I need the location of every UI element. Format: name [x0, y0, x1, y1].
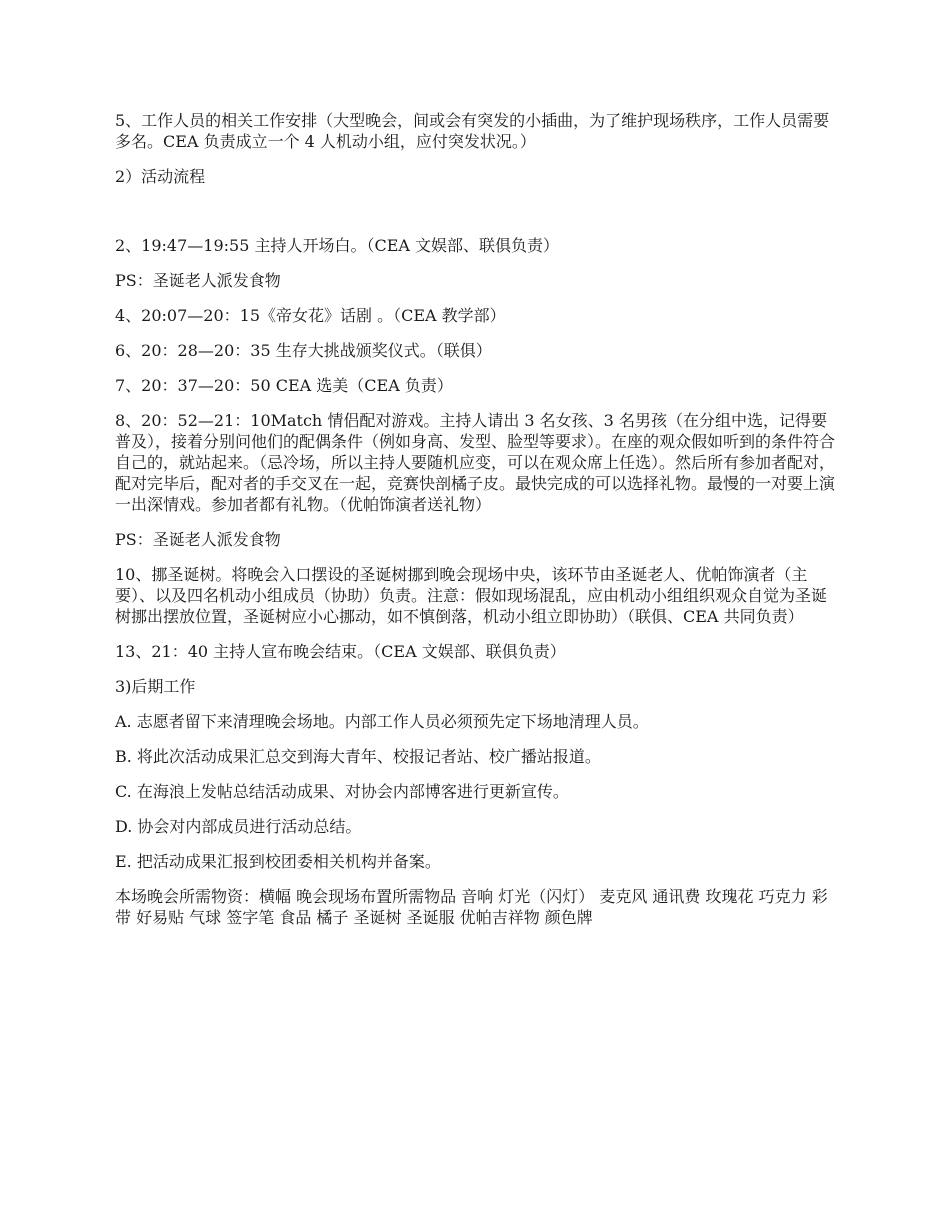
paragraph-followup-b: B. 将此次活动成果汇总交到海大青年、校报记者站、校广播站报道。: [115, 747, 601, 766]
paragraph-item-4: 4、20:07—20：15《帝女花》话剧 。（CEA 教学部）: [115, 306, 506, 325]
paragraph-item-8: 8、20：52—21：10Match 情侣配对游戏。主持人请出 3 名女孩、3 名男孩（在分组中选，记得要普及），接着分别问他们的配偶条件（例如身高、发型、脸型等要求）。在座的观众假如听到的条件符合自己的，就站起来。（忌冷场，所以主持人要随机应变，可以在观众席上任选）。然后所有参加者配对， 配对完毕后，配对者的手交叉在一起，竞赛快剖橘子皮。最快完成的可以选择礼物。最慢的一对要上演一出深情戏。参加者都有礼物。（优帕饰演者送礼物）: [115, 411, 836, 514]
paragraph-item-10: 10、挪圣诞树。将晚会入口摆设的圣诞树挪到晚会现场中央，该环节由圣诞老人、优帕饰演者（主要）、以及四名机动小组成员（协助）负责。注意：假如现场混乱，应由机动小组组织观众自觉为圣诞树挪出摆放位置，圣诞树应小心挪动，如不慎倒落，机动小组立即协助）（联俱、CEA 共同负责）: [115, 565, 828, 626]
paragraph-item-7: 7、20：37—20：50 CEA 选美（CEA 负责）: [115, 376, 453, 395]
section-heading-activity-flow: 2）活动流程: [115, 167, 206, 186]
paragraph-followup-e: E. 把活动成果汇报到校团委相关机构并备案。: [115, 852, 441, 871]
paragraph-item-6: 6、20：28—20：35 生存大挑战颁奖仪式。（联俱）: [115, 341, 492, 360]
paragraph-item-2: 2、19:47—19:55 主持人开场白。（CEA 文娱部、联俱负责）: [115, 236, 560, 255]
section-heading-follow-up: 3)后期工作: [115, 677, 196, 696]
paragraph-ps-1: PS：圣诞老人派发食物: [115, 271, 281, 290]
paragraph-followup-c: C. 在海浪上发帖总结活动成果、对协会内部博客进行更新宣传。: [115, 782, 569, 801]
paragraph-materials-list: 本场晚会所需物资：横幅 晚会现场布置所需物品 音响 灯光（闪灯） 麦克风 通讯费 玫瑰花 巧克力 彩带 好易贴 气球 签字笔 食品 橘子 圣诞树 圣诞服 优帕吉祥物 颜色牌: [115, 887, 828, 927]
document-page: [115, 110, 840, 942]
paragraph-followup-d: D. 协会对内部成员进行活动总结。: [115, 817, 362, 836]
blank-space: [115, 201, 840, 235]
paragraph-ps-2: PS：圣诞老人派发食物: [115, 530, 281, 549]
paragraph-followup-a: A. 志愿者留下来清理晚会场地。内部工作人员必须预先定下场地清理人员。: [115, 712, 649, 731]
paragraph-staff-arrangement: 5、工作人员的相关工作安排（大型晚会，间或会有突发的小插曲，为了维护现场秩序，工作人员需要多名。CEA 负责成立一个 4 人机动小组，应付突发状况。）: [115, 111, 830, 151]
paragraph-item-13: 13、21：40 主持人宣布晚会结束。（CEA 文娱部、联俱负责）: [115, 642, 566, 661]
